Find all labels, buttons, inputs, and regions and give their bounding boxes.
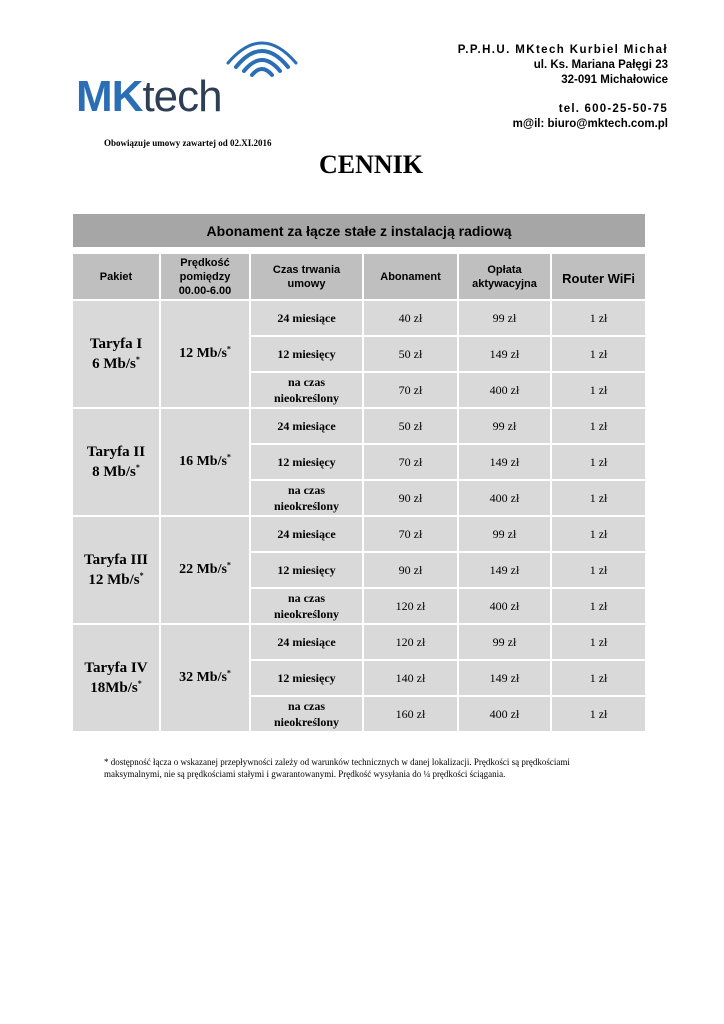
router-fee: 1 zł	[551, 588, 646, 624]
table-row	[72, 408, 646, 444]
activation-fee: 99 zł	[458, 624, 551, 660]
activation-fee: 400 zł	[458, 696, 551, 732]
table-row	[72, 516, 646, 552]
router-fee: 1 zł	[551, 336, 646, 372]
subscription-price: 120 zł	[363, 624, 458, 660]
header-package: Pakiet	[72, 253, 160, 300]
activation-fee: 99 zł	[458, 516, 551, 552]
subscription-price: 70 zł	[363, 444, 458, 480]
router-fee: 1 zł	[551, 372, 646, 408]
activation-fee: 149 zł	[458, 444, 551, 480]
plan-name: Taryfa IV 18Mb/s*	[72, 624, 160, 732]
section-title: Abonament za łącze stałe z instalacją radiową	[72, 213, 646, 248]
table-row	[72, 300, 646, 336]
company-city: 32-091 Michałowice	[561, 74, 668, 86]
activation-fee: 149 zł	[458, 552, 551, 588]
header-router: Router WiFi	[551, 253, 646, 300]
activation-fee: 149 zł	[458, 660, 551, 696]
logo-wordmark: MKtech	[76, 72, 222, 121]
subscription-price: 70 zł	[363, 372, 458, 408]
company-info	[458, 43, 668, 132]
subscription-price: 40 zł	[363, 300, 458, 336]
router-fee: 1 zł	[551, 516, 646, 552]
company-name: P.P.H.U. MKtech Kurbiel Michał	[457, 44, 668, 56]
subscription-price: 160 zł	[363, 696, 458, 732]
plan-name: Taryfa I 6 Mb/s*	[72, 300, 160, 408]
subscription-price: 70 zł	[363, 516, 458, 552]
footnote: * dostępność łącza o wskazanej przepływności zależy od warunków technicznych w danej lokalizacji. Prędkości są prędkościami maksymalnymi, nie są prędkościami stałymi i gwarantowanymi. Prędkość wysyłania do ¼ prędkości ściągania.	[104, 757, 570, 779]
header-duration: Czas trwania umowy	[250, 253, 363, 300]
company-street: ul. Ks. Mariana Pałęgi 23	[533, 59, 668, 71]
activation-fee: 99 zł	[458, 408, 551, 444]
subscription-price: 140 zł	[363, 660, 458, 696]
router-fee: 1 zł	[551, 300, 646, 336]
contract-period: 24 miesiące	[250, 300, 363, 336]
table-row	[72, 624, 646, 660]
contract-period: na czas nieokreślony	[250, 480, 363, 516]
router-fee: 1 zł	[551, 480, 646, 516]
plan-speed: 22 Mb/s*	[160, 516, 250, 624]
plan-name: Taryfa III 12 Mb/s*	[72, 516, 160, 624]
activation-fee: 400 zł	[458, 372, 551, 408]
validity-note: Obowiązuje umowy zawartej od 02.XI.2016	[104, 138, 272, 148]
activation-fee: 400 zł	[458, 588, 551, 624]
plan-name: Taryfa II 8 Mb/s*	[72, 408, 160, 516]
company-email: m@il: biuro@mktech.com.pl	[512, 118, 668, 130]
contract-period: na czas nieokreślony	[250, 372, 363, 408]
activation-fee: 400 zł	[458, 480, 551, 516]
plan-speed: 32 Mb/s*	[160, 624, 250, 732]
contract-period: na czas nieokreślony	[250, 696, 363, 732]
router-fee: 1 zł	[551, 660, 646, 696]
column-headers	[72, 253, 646, 300]
subscription-price: 90 zł	[363, 552, 458, 588]
activation-fee: 99 zł	[458, 300, 551, 336]
company-phone: tel. 600-25-50-75	[558, 103, 668, 115]
company-logo	[62, 33, 312, 133]
plan-speed: 16 Mb/s*	[160, 408, 250, 516]
contract-period: 12 miesięcy	[250, 444, 363, 480]
activation-fee: 149 zł	[458, 336, 551, 372]
subscription-price: 50 zł	[363, 408, 458, 444]
contract-period: 12 miesięcy	[250, 660, 363, 696]
price-table	[71, 212, 647, 733]
header-activation: Opłata aktywacyjna	[458, 253, 551, 300]
router-fee: 1 zł	[551, 444, 646, 480]
subscription-price: 120 zł	[363, 588, 458, 624]
contract-period: 24 miesiące	[250, 624, 363, 660]
contract-period: 24 miesiące	[250, 408, 363, 444]
contract-period: 24 miesiące	[250, 516, 363, 552]
page-title: CENNIK	[318, 150, 423, 179]
router-fee: 1 zł	[551, 552, 646, 588]
contract-period: na czas nieokreślony	[250, 588, 363, 624]
header-subscription: Abonament	[363, 253, 458, 300]
router-fee: 1 zł	[551, 624, 646, 660]
plan-speed: 12 Mb/s*	[160, 300, 250, 408]
router-fee: 1 zł	[551, 696, 646, 732]
contract-period: 12 miesięcy	[250, 552, 363, 588]
header-speed: Prędkość pomiędzy 00.00-6.00	[160, 253, 250, 300]
contract-period: 12 miesięcy	[250, 336, 363, 372]
wireless-waves-icon	[222, 41, 302, 85]
subscription-price: 90 zł	[363, 480, 458, 516]
router-fee: 1 zł	[551, 408, 646, 444]
subscription-price: 50 zł	[363, 336, 458, 372]
